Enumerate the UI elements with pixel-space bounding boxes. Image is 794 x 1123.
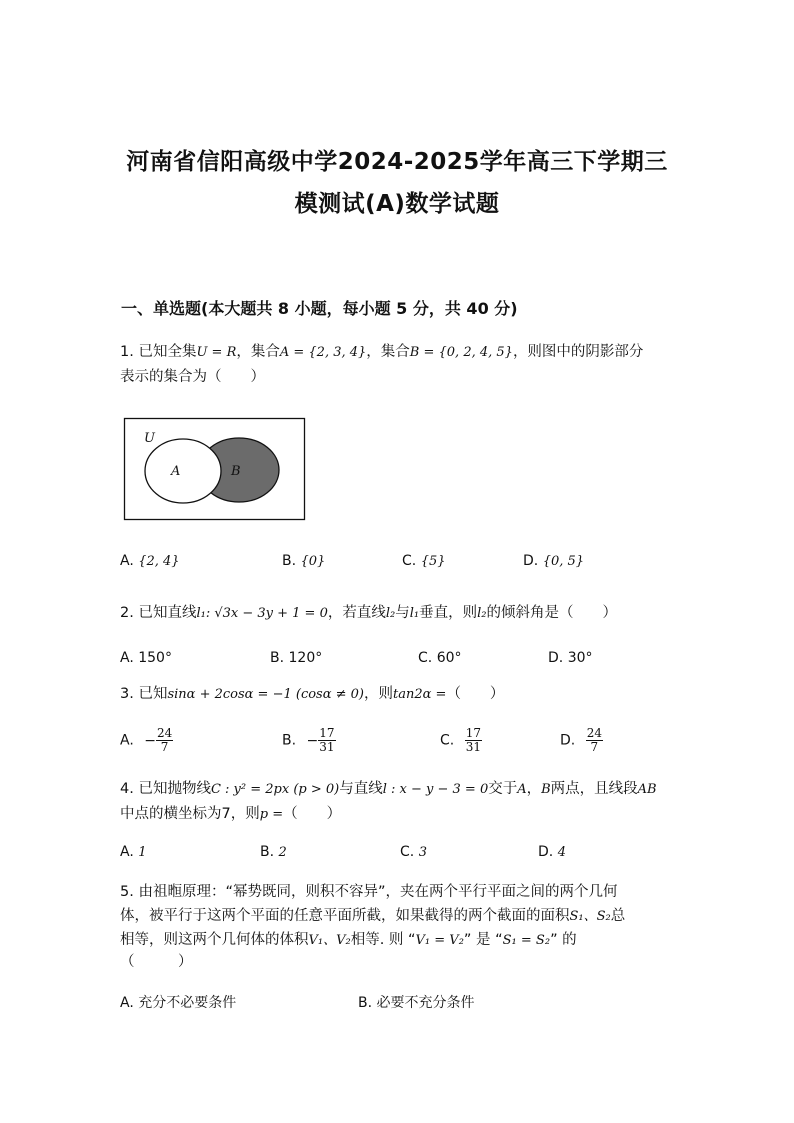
set-a-circle [145, 439, 221, 503]
q2-option-a[interactable]: A. 150° [120, 650, 172, 666]
page-title-line-2: 模测试(A)数学试题 [294, 191, 500, 217]
q3-option-c[interactable]: C. $\frac{17}{31}$ [440, 726, 481, 754]
question-5-line-4: （ ） [120, 954, 193, 970]
q4-option-d[interactable]: D. 4 [538, 844, 566, 860]
q3-option-d[interactable]: D. $\frac{24}{7}$ [560, 726, 602, 754]
q4-option-b[interactable]: B. 2 [260, 844, 287, 860]
q5-option-a[interactable]: A. 充分不必要条件 [120, 995, 237, 1011]
question-5-line-1: 5. 由祖暅原理：“幂势既同，则积不容异”，夹在两个平行平面之间的两个几何 [120, 884, 618, 900]
q1-option-c[interactable]: C. {5} [402, 553, 446, 569]
section-heading: 一、单选题(本大题共 8 小题，每小题 5 分，共 40 分) [121, 299, 518, 318]
q3-option-a[interactable]: A. − $\frac{24}{7}$ [120, 726, 173, 754]
q5-option-b[interactable]: B. 必要不充分条件 [358, 995, 475, 1011]
question-5-line-2: 体，被平行于这两个平面的任意平面所截，如果截得的两个截面的面积S₁、S₂总 [120, 908, 626, 924]
set-a-label: A [171, 464, 181, 479]
q1-option-d[interactable]: D. {0, 5} [523, 553, 585, 569]
set-b-label: B [231, 464, 241, 479]
question-3-line-1: 3. 已知sinα + 2cosα = −1 (cosα ≠ 0)，则tan2α =（ ） [120, 686, 505, 702]
fraction: $\frac{24}{7}$ [586, 726, 602, 754]
fraction: $\frac{17}{31}$ [465, 726, 481, 754]
question-5-line-3: 相等，则这两个几何体的体积V₁、V₂相等. 则 “V₁ = V₂” 是 “S₁ = S₂” 的 [120, 932, 577, 948]
fraction: $\frac{17}{31}$ [319, 726, 335, 754]
q2-option-d[interactable]: D. 30° [548, 650, 593, 666]
question-1-line-2: 表示的集合为（ ） [120, 369, 265, 385]
q2-option-b[interactable]: B. 120° [270, 650, 323, 666]
q4-option-a[interactable]: A. 1 [120, 844, 147, 860]
question-1-line-1: 1. 已知全集U = R，集合A = {2, 3, 4}，集合B = {0, 2, 4, 5}，则图中的阴影部分 [120, 344, 644, 360]
venn-diagram [120, 414, 310, 524]
question-4-line-2: 中点的横坐标为7，则p =（ ） [120, 806, 342, 822]
universal-set-label: U [144, 431, 155, 446]
fraction: $\frac{24}{7}$ [156, 726, 173, 754]
q3-option-b[interactable]: B. − $\frac{17}{31}$ [282, 726, 335, 754]
question-2-line-1: 2. 已知直线l₁: √3x − 3y + 1 = 0，若直线l₂与l₁垂直，则l₂的倾斜角是（ ） [120, 605, 617, 621]
page-title-line-1: 河南省信阳高级中学2024-2025学年高三下学期三 [126, 149, 668, 175]
q4-option-c[interactable]: C. 3 [400, 844, 427, 860]
question-4-line-1: 4. 已知抛物线C : y² = 2px (p > 0)与直线l : x − y − 3 = 0交于A，B两点，且线段AB [120, 781, 657, 797]
q2-option-c[interactable]: C. 60° [418, 650, 462, 666]
q1-option-a[interactable]: A. {2, 4} [120, 553, 180, 569]
q1-option-b[interactable]: B. {0} [282, 553, 326, 569]
